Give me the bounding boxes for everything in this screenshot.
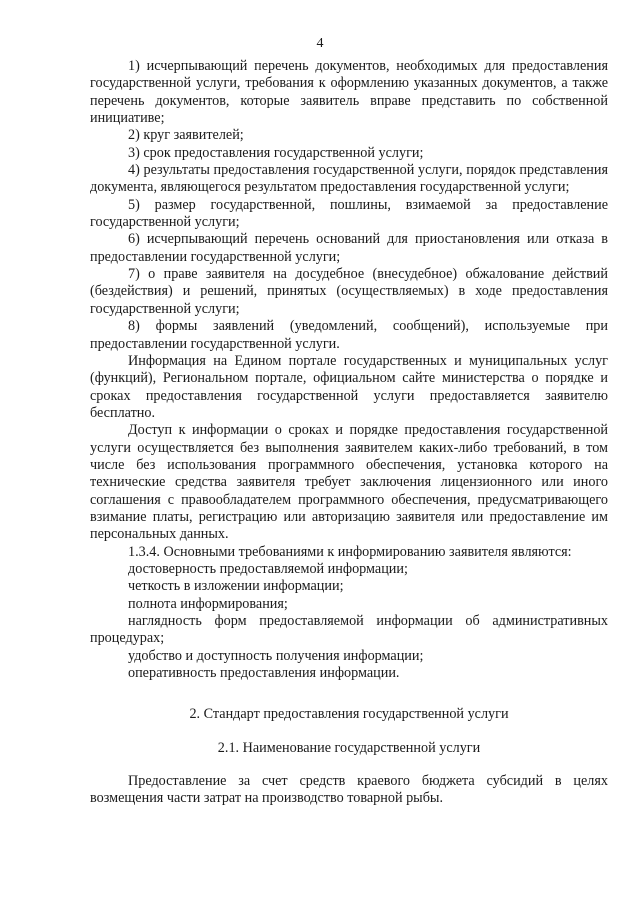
list-item-applicants: 2) круг заявителей;	[128, 127, 244, 144]
requirement-visibility: наглядность форм предоставляемой информации об административных процедурах;	[90, 613, 608, 647]
paragraph-requirements-intro: 1.3.4. Основными требованиями к информированию заявителя являются:	[128, 543, 572, 560]
list-item-fee: 5) размер государственной, пошлины, взимаемой за предоставление государственной услуги;	[90, 196, 608, 231]
page-number: 4	[316, 36, 324, 51]
subsection-heading: 2.1. Наименование государственной услуги	[217, 739, 481, 756]
section-heading: 2. Стандарт предоставления государственной услуги	[189, 706, 509, 723]
requirement-clarity: четкость в изложении информации;	[128, 578, 344, 595]
requirement-convenience: удобство и доступность получения информации;	[128, 647, 424, 664]
list-item-forms: 8) формы заявлений (уведомлений, сообщений), используемые при предоставлении государственной услуги.	[90, 318, 608, 352]
requirement-reliability: достоверность предоставляемой информации;	[128, 560, 408, 577]
requirement-completeness: полнота информирования;	[128, 595, 288, 612]
list-item-appeal-right: 7) о праве заявителя на досудебное (внесудебное) обжалование действий (бездействия) и решений, принятых (осуществляемых) в ходе предоставления государственной услуги;	[90, 266, 608, 317]
document-body	[90, 58, 608, 808]
list-item-results: 4) результаты предоставления государственной услуги, порядок представления документа, являющегося результатом предоставления государственной услуги;	[90, 162, 608, 196]
list-item-term: 3) срок предоставления государственной услуги;	[128, 144, 424, 161]
requirement-promptness: оперативность предоставления информации.	[128, 665, 400, 682]
service-name-paragraph: Предоставление за счет средств краевого бюджета субсидий в целях возмещения части затрат на производство товарной рыбы.	[90, 773, 608, 807]
paragraph-free-information: Информация на Едином портале государственных и муниципальных услуг (функций), Региональном портале, официальном сайте министерства о порядке и сроках предоставления государственной услуги предоставляется заявителю бесплатно.	[90, 352, 608, 421]
list-item-refusal-grounds: 6) исчерпывающий перечень оснований для приостановления или отказа в предоставлении государственной услуги;	[90, 231, 608, 265]
paragraph-access-conditions: Доступ к информации о сроках и порядке предоставления государственной услуги осуществляется без выполнения заявителем каких-либо требований, в том числе без использования программного обеспечения, установка которого на технические средства заявителя требует заключения лицензионного или иного соглашения с правообладателем программного обеспечения, предусматривающего взимание платы, регистрацию или авторизацию заявителя или предоставление им персональных данных.	[90, 422, 608, 543]
list-item-documents: 1) исчерпывающий перечень документов, необходимых для предоставления государственной услуги, требования к оформлению указанных документов, а также перечень документов, которые заявитель вправе представить по собственной инициативе;	[90, 58, 608, 127]
